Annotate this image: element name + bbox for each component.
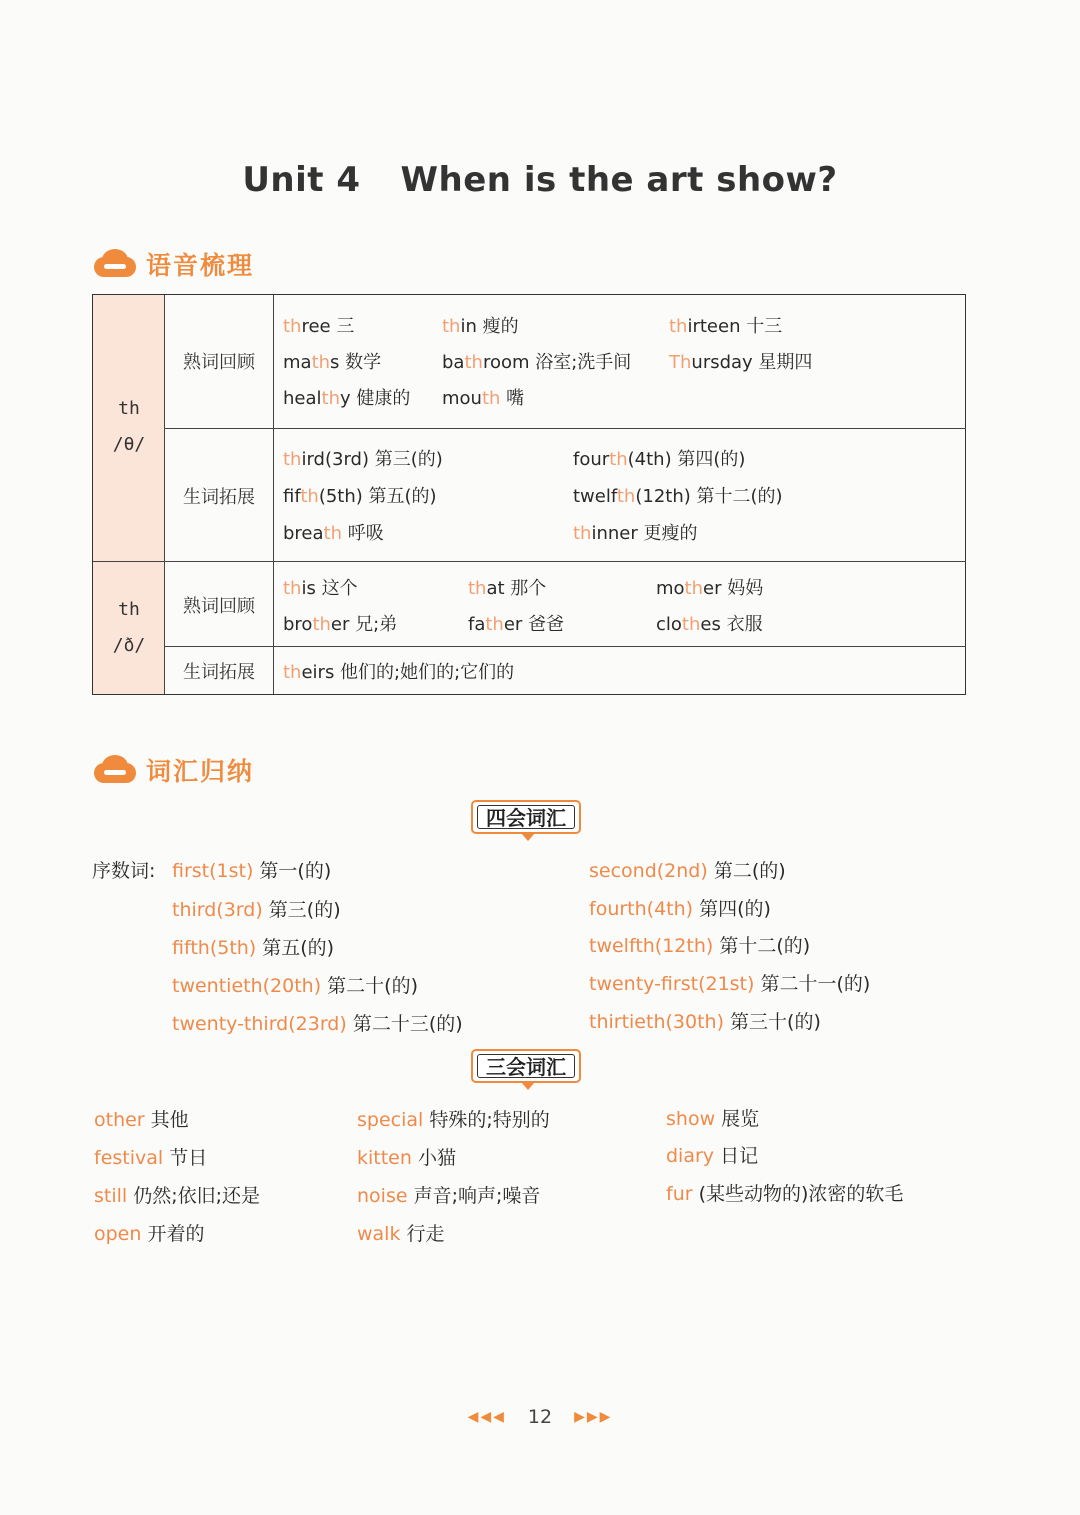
vocab-item: walk 行走 — [357, 1223, 445, 1245]
unit-label: Unit 4 — [242, 160, 361, 200]
phonics-word: thirteen 十三 — [669, 316, 783, 337]
row-label-new: 生词拓展 — [183, 662, 255, 683]
vocab-item: fifth(5th) 第五(的) — [172, 937, 335, 959]
unit-title: When is the art show? — [400, 160, 838, 200]
badge-three-skill-vocab: 三会词汇 — [471, 1049, 581, 1083]
vocab-item: twenty-first(21st) 第二十一(的) — [589, 973, 871, 995]
vocab-item: special 特殊的;特别的 — [357, 1109, 550, 1131]
section-title-phonics: 语音梳理 — [146, 251, 255, 280]
section-header-phonics — [92, 244, 254, 284]
vocab-item: thirtieth(30th) 第三十(的) — [589, 1011, 821, 1033]
vocab-item: still 仍然;依旧;还是 — [94, 1185, 261, 1207]
vocab-item: open 开着的 — [94, 1223, 205, 1245]
vocab-item: diary 日记 — [666, 1145, 759, 1167]
section-header-vocab — [92, 750, 254, 790]
page-title — [0, 160, 1080, 200]
row-label-review: 熟词回顾 — [183, 596, 255, 617]
phonics-word: healthy 健康的 — [283, 388, 411, 409]
vocab-item: fur (某些动物的)浓密的软毛 — [666, 1183, 904, 1205]
phonics-word: three 三 — [283, 316, 355, 337]
phonics-word: fourth(4th) 第四(的) — [573, 449, 746, 470]
phonics-word: theirs 他们的;她们的;它们的 — [283, 662, 515, 683]
phonics-table — [92, 294, 966, 695]
phonics-word: that 那个 — [468, 578, 547, 599]
phoneme-letters-eth: th — [118, 599, 140, 620]
cloud-icon — [92, 752, 138, 788]
phonics-word: twelfth(12th) 第十二(的) — [573, 486, 783, 507]
phonics-word: third(3rd) 第三(的) — [283, 449, 443, 470]
vocab-item: other 其他 — [94, 1109, 189, 1131]
phonics-word: thin 瘦的 — [442, 316, 519, 337]
vocab-item: fourth(4th) 第四(的) — [589, 898, 771, 920]
phonics-word: mother 妈妈 — [656, 578, 764, 599]
page-footer — [0, 1406, 1080, 1428]
phonics-word: maths 数学 — [283, 352, 382, 373]
badge-four-skill-vocab: 四会词汇 — [471, 800, 581, 834]
phonics-word: thinner 更瘦的 — [573, 523, 698, 544]
phoneme-symbol-eth: /ð/ — [112, 635, 146, 656]
vocab-item: second(2nd) 第二(的) — [589, 860, 786, 882]
phonics-word: mouth 嘴 — [442, 388, 525, 409]
vocab-item: noise 声音;响声;噪音 — [357, 1185, 541, 1207]
phonics-word: brother 兄;弟 — [283, 614, 398, 635]
next-arrows-icon: ▶▶▶ — [574, 1409, 613, 1425]
page-number: 12 — [527, 1406, 553, 1428]
vocab-item: kitten 小猫 — [357, 1147, 456, 1169]
prev-arrows-icon: ◀◀◀ — [467, 1409, 506, 1425]
ordinal-label: 序数词: — [92, 860, 156, 882]
vocab-item: first(1st) 第一(的) — [172, 860, 332, 882]
section-title-vocab: 词汇归纳 — [146, 757, 255, 786]
phonics-word: fifth(5th) 第五(的) — [283, 486, 437, 507]
vocab-item: show 展览 — [666, 1108, 760, 1130]
phonics-word: bathroom 浴室;洗手间 — [442, 352, 632, 373]
row-label-review: 熟词回顾 — [183, 352, 255, 373]
vocab-item: twentieth(20th) 第二十(的) — [172, 975, 418, 997]
phonics-word: breath 呼吸 — [283, 523, 384, 544]
phoneme-letters-theta: th — [118, 398, 140, 419]
phonics-word: father 爸爸 — [468, 614, 565, 635]
row-label-new: 生词拓展 — [183, 487, 255, 508]
cloud-icon — [92, 246, 138, 282]
phonics-word: clothes 衣服 — [656, 614, 763, 635]
phonics-word: Thursday 星期四 — [669, 352, 813, 373]
vocab-item: third(3rd) 第三(的) — [172, 899, 341, 921]
phoneme-symbol-theta: /θ/ — [112, 434, 146, 455]
vocab-item: twenty-third(23rd) 第二十三(的) — [172, 1013, 463, 1035]
phonics-word: this 这个 — [283, 578, 358, 599]
vocab-item: festival 节日 — [94, 1147, 208, 1169]
vocab-item: twelfth(12th) 第十二(的) — [589, 935, 811, 957]
